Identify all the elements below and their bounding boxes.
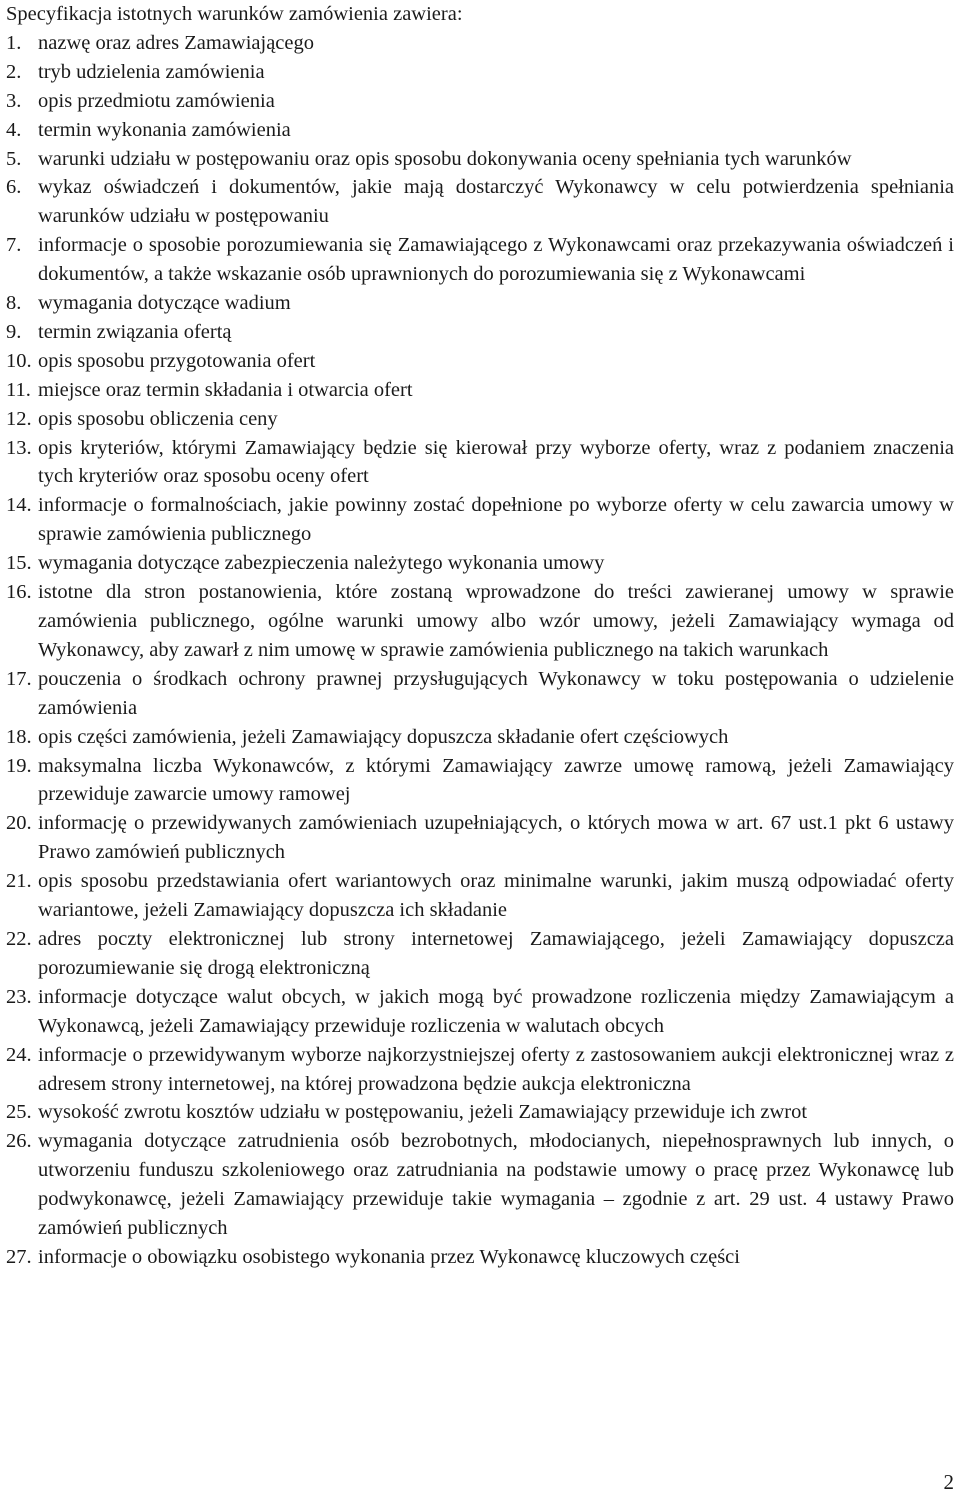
list-item-text: nazwę oraz adres Zamawiającego [38,31,315,54]
list-item [6,549,954,578]
list-item-text: warunki udziału w postępowaniu oraz opis sposobu dokonywania oceny spełniania tych warunków [38,147,852,170]
list-item-text: opis przedmiotu zamówienia [38,89,275,112]
list-item-number: 11. [6,378,31,401]
list-item [6,578,954,665]
page-number: 2 [943,1470,954,1494]
list-item-text: opis kryteriów, którymi Zamawiający będzie się kierował przy wyborze oferty, wraz z podaniem znaczenia tych kryteriów oraz sposobu oceny ofert [38,436,954,488]
list-item-number: 18. [6,725,32,748]
list-item-number: 24. [6,1043,32,1066]
list-intro: Specyfikacja istotnych warunków zamówienia zawiera: [6,3,463,25]
list-item [6,376,954,405]
list-item-number: 25. [6,1101,32,1124]
list-item [6,405,954,434]
list-item-text: wymagania dotyczące zabezpieczenia należytego wykonania umowy [38,552,605,575]
list-item-number: 23. [6,985,32,1008]
list-item-text: opis sposobu obliczenia ceny [38,407,278,430]
list-item [6,1041,954,1099]
list-item-text: adres poczty elektronicznej lub strony internetowej Zamawiającego, jeżeli Zamawiający dopuszcza porozumiewanie się drogą elektroniczną [38,927,954,979]
list-item-text: informację o przewidywanych zamówieniach uzupełniających, o których mowa w art. 67 ust.1 pkt 6 ustawy Prawo zamówień publicznych [38,812,954,864]
list-item-number: 22. [6,927,32,950]
list-item [6,58,954,87]
list-item-text: informacje o przewidywanym wyborze najkorzystniejszej oferty z zastosowaniem aukcji elektronicznej wraz z adresem strony internetowej, na której prowadzona będzie aukcja elektroniczna [38,1043,954,1095]
list-item [6,231,954,289]
list-item [6,29,954,58]
list-item-number: 6. [6,176,22,199]
list-item-number: 19. [6,754,32,777]
list-item-number: 4. [6,118,22,141]
list-item [6,1098,954,1127]
list-item-text: informacje o formalnościach, jakie powinny zostać dopełnione po wyborze oferty w celu zawarcia umowy w sprawie zamówienia publicznego [38,494,954,546]
list-item-number: 2. [6,60,22,83]
list-item [6,145,954,174]
list-item-text: wymagania dotyczące wadium [38,292,291,315]
list-item-number: 14. [6,494,32,517]
list-item-text: termin wykonania zamówienia [38,118,291,141]
list-item-text: maksymalna liczba Wykonawców, z którymi Zamawiający zawrze umowę ramową, jeżeli Zamawiający przewiduje zawarcie umowy ramowej [38,754,954,806]
list-item-number: 27. [6,1245,32,1268]
list-item [6,809,954,867]
list-item [6,347,954,376]
list-item [6,665,954,723]
list-item-text: miejsce oraz termin składania i otwarcia ofert [38,378,413,401]
list-item [6,318,954,347]
list-item-text: istotne dla stron postanowienia, które zostaną wprowadzone do treści zawieranej umowy w sprawie zamówienia publicznego, ogólne warunki umowy albo wzór umowy, jeżeli Zamawiający wymaga od Wykonawcy, aby zawarł z nim umowę w sprawie zamówienia publicznego na takich warunkach [38,581,954,661]
list-item-number: 9. [6,320,22,343]
list-item-number: 3. [6,89,22,112]
list-item-text: wysokość zwrotu kosztów udziału w postępowaniu, jeżeli Zamawiający przewiduje ich zwrot [38,1101,808,1124]
list-item [6,752,954,810]
list-item-text: informacje dotyczące walut obcych, w jakich mogą być prowadzone rozliczenia między Zamawiającym a Wykonawcą, jeżeli Zamawiający przewiduje rozliczenia w walutach obcych [38,985,954,1037]
list-item [6,173,954,231]
list-item-number: 13. [6,436,32,459]
list-item-number: 15. [6,552,32,575]
list-item [6,867,954,925]
list-item-text: pouczenia o środkach ochrony prawnej przysługujących Wykonawcy w toku postępowania o udzielenie zamówienia [38,667,954,719]
list-item-text: opis sposobu przedstawiania ofert wariantowych oraz minimalne warunki, jakim muszą odpowiadać oferty wariantowe, jeżeli Zamawiający dopuszcza ich składanie [38,870,954,922]
list-item-number: 17. [6,667,32,690]
list-item-number: 5. [6,147,22,170]
list-item-number: 12. [6,407,32,430]
list-item-text: wykaz oświadczeń i dokumentów, jakie mają dostarczyć Wykonawcy w celu potwierdzenia spełniania warunków udziału w postępowaniu [38,176,954,228]
list-item-text: tryb udzielenia zamówienia [38,60,265,83]
list-item [6,983,954,1041]
list-item-number: 10. [6,349,32,372]
list-item [6,87,954,116]
list-item-text: opis sposobu przygotowania ofert [38,349,316,372]
list-item-text: informacje o obowiązku osobistego wykonania przez Wykonawcę kluczowych części [38,1245,740,1268]
list-item-number: 8. [6,292,22,315]
list-item-text: termin związania ofertą [38,320,232,343]
list-item [6,491,954,549]
list-item-number: 21. [6,870,32,893]
list-item-number: 26. [6,1130,32,1153]
list-item [6,434,954,492]
list-item-number: 16. [6,581,32,604]
requirements-list [6,29,954,1272]
list-item-number: 1. [6,31,22,54]
list-item [6,925,954,983]
list-item [6,116,954,145]
list-item [6,289,954,318]
document-page [6,0,954,1272]
list-item-text: wymagania dotyczące zatrudnienia osób bezrobotnych, młodocianych, niepełnosprawnych lub innych, o utworzeniu funduszu szkoleniowego oraz zatrudniania na podstawie umowy o pracę przez Wykonawcę lub podwykonawcę, jeżeli Zamawiający przewiduje takie wymagania – zgodnie z art. 29 ust. 4 ustawy Prawo zamówień publicznych [38,1130,954,1240]
list-item [6,723,954,752]
list-item [6,1243,954,1272]
list-item-number: 20. [6,812,32,835]
list-item-number: 7. [6,234,22,257]
list-item-text: informacje o sposobie porozumiewania się Zamawiającego z Wykonawcami oraz przekazywania oświadczeń i dokumentów, a także wskazanie osób uprawnionych do porozumiewania się z Wykonawcami [38,234,954,286]
list-item [6,1127,954,1243]
list-item-text: opis części zamówienia, jeżeli Zamawiający dopuszcza składanie ofert częściowych [38,725,729,748]
